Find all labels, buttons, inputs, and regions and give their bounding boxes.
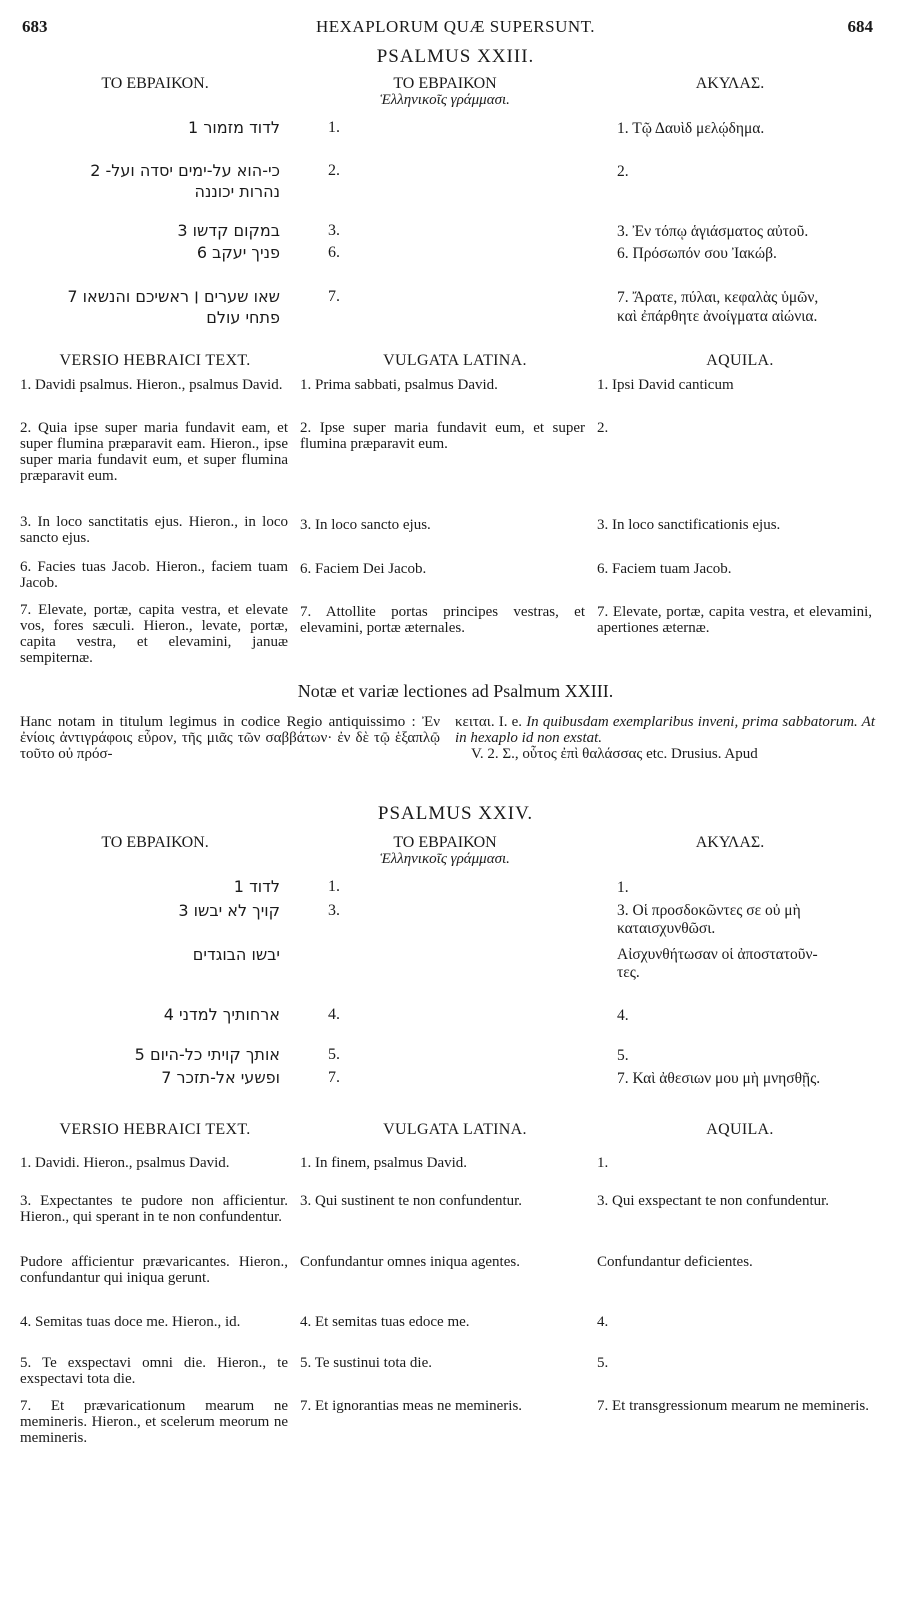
vulgata-verse: 4. Et semitas tuas edoce me. [300, 1314, 470, 1330]
col-head-hebrew: ΤΟ ΕΒΡΑΙΚΟΝ. [101, 75, 209, 92]
vulgata-verse: 3. In loco sancto ejus. [300, 517, 431, 533]
col-head-translit-title: ΤΟ ΕΒΡΑΙΚΟΝ [393, 75, 497, 92]
latin-head-aquila: AQUILA. [706, 352, 774, 369]
vulgata-verse: 2. Ipse super maria fundavit eum, et super flumina præparavit eum. [300, 420, 585, 452]
latin-head-versio: VERSIO HEBRAICI TEXT. [59, 352, 251, 369]
verse-number: 5. [328, 1046, 340, 1063]
psalm-title: PSALMUS XXIII. [376, 46, 535, 67]
col-head-aquila: ΑΚΥΛΑΣ. [695, 834, 765, 851]
latin-head-versio: VERSIO HEBRAICI TEXT. [59, 1121, 251, 1138]
verse-number: 1. [328, 878, 340, 895]
note-right-text: κειται. I. e. [455, 714, 523, 730]
versio-verse: Pudore afficientur prævaricantes. Hieron., confundantur qui iniqua gerunt. [20, 1254, 288, 1286]
note-right-column [455, 714, 875, 762]
note-right-italic: In quibusdam exemplaribus inveni, prima sabbatorum. At in hexaplo id non exstat. [455, 714, 875, 746]
hebrew-line: פניך יעקב 6 [196, 243, 280, 262]
aquila-latin-verse: 3. Qui exspectant te non confundentur. [597, 1193, 830, 1209]
vulgata-verse: 3. Qui sustinent te non confundentur. [300, 1193, 523, 1209]
aquila-greek: 3. Οἱ προσδοκῶντες σε οὐ μὴ καταισχυνθῶσι. [617, 902, 801, 937]
aquila-latin-verse: 2. [597, 420, 609, 436]
versio-verse: 6. Facies tuas Jacob. Hieron., faciem tuam Jacob. [20, 559, 288, 591]
versio-verse: 1. Davidi psalmus. Hieron., psalmus David. [20, 377, 283, 393]
aquila-greek: 4. [617, 1007, 629, 1024]
col-head-translit [330, 75, 560, 109]
verse-number: 3. [328, 902, 340, 919]
aquila-latin-verse: Confundantur deficientes. [597, 1254, 753, 1270]
notes-title: Notæ et variæ lectiones ad Psalmum XXIII. [297, 681, 614, 701]
hebrew-line: ארחותיך למדני 4 [163, 1005, 280, 1024]
vulgata-verse: 1. Prima sabbati, psalmus David. [300, 377, 498, 393]
page-number-left: 683 [22, 17, 48, 36]
aquila-greek: 7. Ἄρατε, πύλαι, κεφαλὰς ὑμῶν, καὶ ἐπάρθητε ἀνοίγματα αἰώνια. [617, 289, 819, 325]
verse-number: 3. [328, 222, 340, 239]
vulgata-verse: 6. Faciem Dei Jacob. [300, 561, 427, 577]
versio-verse: 7. Et prævaricationum mearum ne memineris. Hieron., et scelerum meorum ne memineris. [20, 1398, 288, 1446]
hebrew-line: לדוד מזמור 1 [188, 118, 280, 137]
verse-number: 7. [328, 288, 340, 305]
aquila-latin-verse: 3. In loco sanctificationis ejus. [597, 517, 781, 533]
aquila-greek: 2. [617, 163, 629, 180]
hebrew-line: לדוד 1 [233, 877, 280, 896]
verse-number: 1. [328, 119, 340, 136]
aquila-greek: 5. [617, 1047, 629, 1064]
verse-number: 7. [328, 1069, 340, 1086]
vulgata-verse: 7. Et ignorantias meas ne memineris. [300, 1398, 523, 1414]
col-head-translit-sub: Ἑλληνικοῖς γράμμασι. [380, 92, 510, 108]
aquila-greek: 6. Πρόσωπόν σου Ἰακώβ. [617, 245, 777, 262]
aquila-greek: 1. [617, 879, 629, 896]
verse-number: 4. [328, 1006, 340, 1023]
aquila-latin-verse: 6. Faciem tuam Jacob. [597, 561, 732, 577]
aquila-latin-verse: 7. Et transgressionum mearum ne memineris. [597, 1398, 870, 1414]
hebrew-line: יבשו הבוגדים [192, 945, 280, 964]
vulgata-verse: 7. Attollite portas principes vestras, et elevamini, portæ æternales. [300, 604, 585, 636]
note-left-column: Hanc notam in titulum legimus in codice Regio antiquissimo : Ἐν ἐνίοις ἀντιγράφοις εὗρον, τῆς μιᾶς τῶν σαββάτων· ἐν δὲ τῷ ἑξαπλῷ τοῦτο οὐ πρόσ- [20, 714, 440, 762]
versio-verse: 3. Expectantes te pudore non afficientur. Hieron., qui sperant in te non confundentur. [20, 1193, 288, 1225]
hebrew-line: ופשעי אל-תזכר 7 [161, 1068, 280, 1087]
aquila-greek: 7. Καὶ ἀθεσιων μου μὴ μνησθῇς. [617, 1070, 821, 1087]
latin-head-vulgata: VULGATA LATINA. [383, 1121, 527, 1138]
psalm-title: PSALMUS XXIV. [377, 803, 534, 824]
aquila-latin-verse: 1. [597, 1155, 609, 1171]
versio-verse: 4. Semitas tuas doce me. Hieron., id. [20, 1314, 241, 1330]
hebrew-line: במקום קדשו 3 [177, 221, 280, 240]
versio-verse: 7. Elevate, portæ, capita vestra, et elevate vos, fores sæculi. Hieron., levate, portæ, capita vestra, et elevamini, januæ sempiternæ. [20, 602, 288, 666]
versio-verse: 5. Te exspectavi omni die. Hieron., te exspectavi tota die. [20, 1355, 288, 1387]
running-header [0, 18, 911, 38]
vulgata-verse: 1. In finem, psalmus David. [300, 1155, 468, 1171]
col-head-aquila: ΑΚΥΛΑΣ. [695, 75, 765, 92]
hebrew-line: שאו שערים ׀ ראשיכם והנשאו 7 פתחי עולם [67, 287, 280, 327]
hebrew-line: קויך לא יבשו 3 [178, 901, 280, 920]
versio-verse: 2. Quia ipse super maria fundavit eam, et super flumina præparavit eam. Hieron., ipse super maria fundavit eum, et super flumina præparavit eum. [20, 420, 288, 484]
verse-number: 6. [328, 244, 340, 261]
running-title: HEXAPLORUM QUÆ SUPERSUNT. [315, 17, 596, 36]
col-head-translit [330, 834, 560, 868]
col-head-hebrew: ΤΟ ΕΒΡΑΙΚΟΝ. [101, 834, 209, 851]
col-head-translit-title: ΤΟ ΕΒΡΑΙΚΟΝ [393, 834, 497, 851]
hebrew-line: אותך קויתי כל-היום 5 [134, 1045, 280, 1064]
col-head-translit-sub: Ἑλληνικοῖς γράμμασι. [380, 851, 510, 867]
page-number-right: 684 [847, 17, 873, 36]
versio-verse: 3. In loco sanctitatis ejus. Hieron., in loco sancto ejus. [20, 514, 288, 546]
vulgata-verse: 5. Te sustinui tota die. [300, 1355, 432, 1371]
latin-head-vulgata: VULGATA LATINA. [383, 352, 527, 369]
verse-number: 2. [328, 162, 340, 179]
vulgata-verse: Confundantur omnes iniqua agentes. [300, 1254, 520, 1270]
aquila-latin-verse: 5. [597, 1355, 609, 1371]
note-right-drusius: V. 2. Σ., οὗτος ἐπὶ θαλάσσας etc. Drusius. Apud [471, 746, 758, 762]
aquila-latin-verse: 1. Ipsi David canticum [597, 377, 734, 393]
aquila-greek: 1. Τῷ Δαυὶδ μελῴδημα. [617, 120, 765, 137]
versio-verse: 1. Davidi. Hieron., psalmus David. [20, 1155, 230, 1171]
aquila-latin-verse: 7. Elevate, portæ, capita vestra, et elevamini, apertiones æternæ. [597, 604, 872, 636]
hebrew-line: כי-הוא על-ימים יסדה ועל- 2 נהרות יכוננה [90, 161, 280, 201]
latin-head-aquila: AQUILA. [706, 1121, 774, 1138]
aquila-greek: Αἰσχυνθήτωσαν οἱ ἀποστατοῦν- τες. [617, 946, 818, 981]
aquila-latin-verse: 4. [597, 1314, 609, 1330]
aquila-greek: 3. Ἐν τόπῳ ἁγιάσματος αὐτοῦ. [617, 223, 809, 240]
